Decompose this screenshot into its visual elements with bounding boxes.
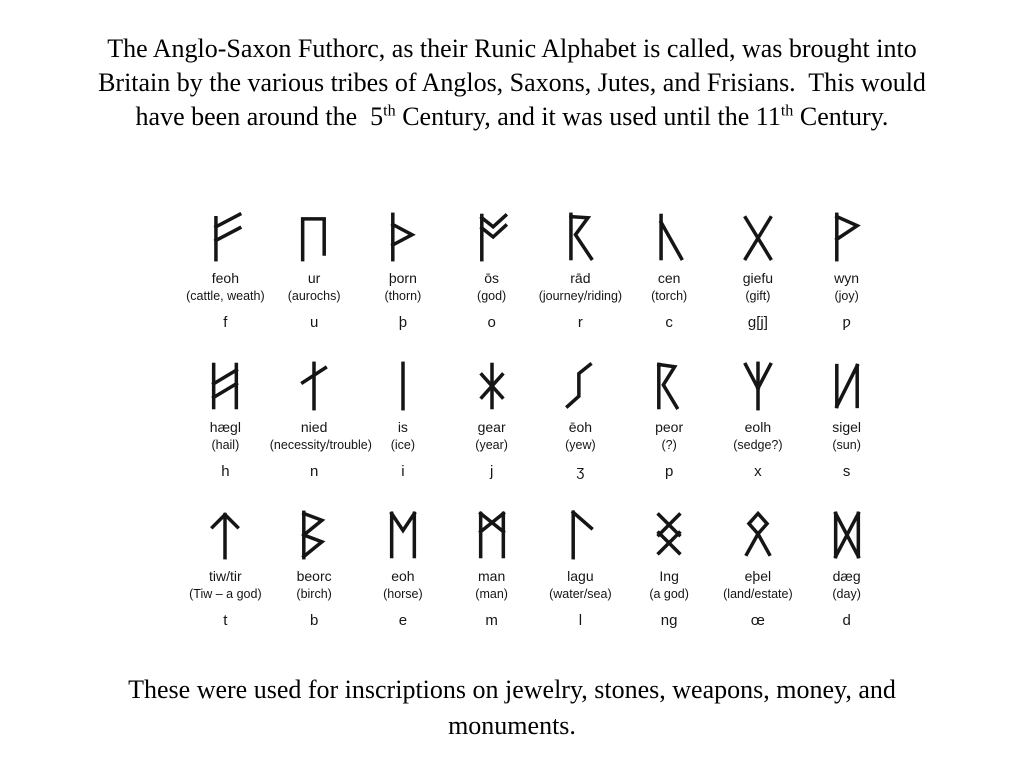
rune-glyph-beorc-icon (270, 508, 359, 562)
rune-letter: l (578, 612, 583, 629)
rune-name: man (478, 568, 506, 584)
intro-line-3-mid: Century, and it was used until the 11 (395, 102, 781, 131)
rune-letter: t (223, 612, 228, 629)
rune-name: beorc (296, 568, 332, 584)
rune-cell-rad (536, 210, 625, 332)
superscript-th: th (780, 102, 794, 120)
rune-letter: u (309, 314, 319, 331)
rune-letter: g[j] (747, 314, 768, 331)
rune-cell-is (359, 359, 448, 481)
superscript-th: th (383, 102, 396, 120)
rune-meaning: (journey/riding) (538, 289, 623, 303)
rune-meaning: (water/sea) (549, 587, 612, 601)
intro-line-3-pre: have been around the 5 (135, 102, 384, 131)
rune-cell-ethel (714, 508, 803, 630)
rune-glyph-sigel-icon (802, 359, 891, 413)
rune-row-3 (181, 508, 891, 630)
rune-cell-man (447, 508, 536, 630)
rune-name: tiw/tir (209, 568, 242, 584)
rune-name: is (397, 419, 408, 435)
rune-meaning: (hail) (211, 438, 240, 452)
rune-glyph-nied-icon (270, 359, 359, 413)
rune-glyph-feoh-icon (181, 210, 270, 264)
rune-name: nied (300, 419, 328, 435)
intro-line-3-end: Century. (793, 102, 889, 131)
rune-cell-nied (269, 359, 372, 481)
rune-name: rād (570, 270, 591, 286)
rune-letter: n (309, 463, 319, 480)
rune-meaning: (sun) (832, 438, 861, 452)
rune-meaning: (sedge?) (733, 438, 783, 452)
rune-meaning: (land/estate) (723, 587, 793, 601)
rune-row-2 (181, 359, 891, 481)
rune-cell-ur (270, 210, 359, 332)
rune-letter: h (221, 463, 230, 480)
rune-cell-eolh (714, 359, 803, 481)
rune-glyph-wyn-icon (802, 210, 891, 264)
outro-paragraph (0, 672, 1024, 744)
rune-glyph-rad-icon (536, 210, 625, 264)
rune-name: peor (655, 419, 684, 435)
rune-glyph-eolh-icon (714, 359, 803, 413)
rune-name: feoh (211, 270, 239, 286)
intro-line-2: Britain by the various tribes of Anglos, Saxons, Jutes, and Frisians. This would (98, 68, 926, 97)
rune-name: sigel (832, 419, 862, 435)
rune-glyph-eoh_horse-icon (359, 508, 448, 562)
rune-glyph-ur-icon (270, 210, 359, 264)
rune-cell-haegl (181, 359, 270, 481)
rune-meaning: (Tiw – a god) (189, 587, 262, 601)
rune-name: hægl (209, 419, 241, 435)
rune-letter: s (842, 463, 851, 480)
intro-line-1: The Anglo-Saxon Futhorc, as their Runic Alphabet is called, was brought into (107, 34, 917, 63)
rune-meaning: (thorn) (384, 289, 422, 303)
rune-meaning: (birch) (296, 587, 332, 601)
rune-meaning: (aurochs) (287, 289, 341, 303)
rune-glyph-eoh_yew-icon (536, 359, 625, 413)
rune-cell-sigel (802, 359, 891, 481)
rune-glyph-lagu-icon (536, 508, 625, 562)
rune-glyph-daeg-icon (802, 508, 891, 562)
rune-letter: i (401, 463, 405, 480)
rune-meaning: (horse) (383, 587, 423, 601)
rune-letter: o (487, 314, 496, 331)
rune-cell-cen (625, 210, 714, 332)
rune-letter: ʒ (576, 463, 585, 480)
rune-name: eolh (744, 419, 772, 435)
rune-name: þorn (388, 270, 417, 286)
rune-letter: r (577, 314, 583, 331)
rune-letter: p (664, 463, 674, 480)
rune-cell-daeg (802, 508, 891, 630)
rune-letter: m (485, 612, 498, 629)
rune-meaning: (ice) (390, 438, 416, 452)
rune-glyph-peor-icon (625, 359, 714, 413)
rune-name: wyn (834, 270, 860, 286)
rune-cell-giefu (714, 210, 803, 332)
rune-meaning: (year) (475, 438, 508, 452)
rune-letter: ƿ (842, 314, 851, 331)
rune-meaning: (gift) (745, 289, 771, 303)
rune-letter: d (842, 612, 851, 629)
rune-letter: j (489, 463, 494, 480)
intro-paragraph (0, 32, 1024, 134)
rune-letter: f (223, 314, 228, 331)
rune-alphabet-table (181, 210, 891, 657)
outro-line-2: monuments. (448, 711, 576, 740)
rune-glyph-ing-icon (625, 508, 714, 562)
rune-name: ur (307, 270, 321, 286)
rune-letter: ng (660, 612, 678, 629)
rune-cell-wyn (802, 210, 891, 332)
rune-meaning: (a god) (649, 587, 689, 601)
rune-meaning: (day) (832, 587, 861, 601)
rune-cell-eoh_yew (536, 359, 625, 481)
outro-line-1: These were used for inscriptions on jewelry, stones, weapons, money, and (128, 675, 896, 704)
rune-meaning: (joy) (834, 289, 859, 303)
rune-meaning: (yew) (565, 438, 596, 452)
rune-meaning: (cattle, weath) (186, 289, 265, 303)
rune-row-1 (181, 210, 891, 332)
rune-cell-thorn (359, 210, 448, 332)
rune-cell-peor (625, 359, 714, 481)
rune-letter: œ (750, 612, 765, 629)
rune-letter: x (754, 463, 762, 480)
rune-cell-ing (625, 508, 714, 630)
rune-name: dæg (832, 568, 861, 584)
rune-glyph-cen-icon (625, 210, 714, 264)
rune-name: ōs (484, 270, 500, 286)
rune-name: gear (477, 419, 506, 435)
rune-cell-tiw (181, 508, 270, 630)
rune-glyph-tiw-icon (181, 508, 270, 562)
rune-glyph-gear-icon (447, 359, 536, 413)
rune-letter: e (398, 612, 408, 629)
rune-letter: c (665, 314, 673, 331)
rune-name: eoh (391, 568, 415, 584)
rune-glyph-os-icon (447, 210, 536, 264)
rune-glyph-giefu-icon (714, 210, 803, 264)
rune-name: Ing (659, 568, 679, 584)
rune-name: giefu (742, 270, 774, 286)
rune-glyph-ethel-icon (714, 508, 803, 562)
rune-meaning: (necessity/trouble) (269, 438, 372, 452)
rune-meaning: (man) (475, 587, 508, 601)
rune-cell-lagu (536, 508, 625, 630)
rune-cell-eoh_horse (359, 508, 448, 630)
rune-cell-os (447, 210, 536, 332)
rune-meaning: (torch) (651, 289, 688, 303)
rune-name: cen (657, 270, 681, 286)
rune-letter: þ (398, 314, 408, 331)
rune-meaning: (?) (661, 438, 677, 452)
intro-line-3 (0, 100, 1024, 134)
rune-glyph-haegl-icon (181, 359, 270, 413)
rune-cell-gear (447, 359, 536, 481)
rune-cell-beorc (270, 508, 359, 630)
rune-glyph-is-icon (359, 359, 448, 413)
rune-meaning: (god) (477, 289, 507, 303)
rune-glyph-thorn-icon (359, 210, 448, 264)
rune-glyph-man-icon (447, 508, 536, 562)
rune-letter: b (309, 612, 319, 629)
rune-name: eþel (744, 568, 772, 584)
rune-name: ēoh (568, 419, 593, 435)
rune-cell-feoh (181, 210, 270, 332)
rune-name: lagu (567, 568, 594, 584)
